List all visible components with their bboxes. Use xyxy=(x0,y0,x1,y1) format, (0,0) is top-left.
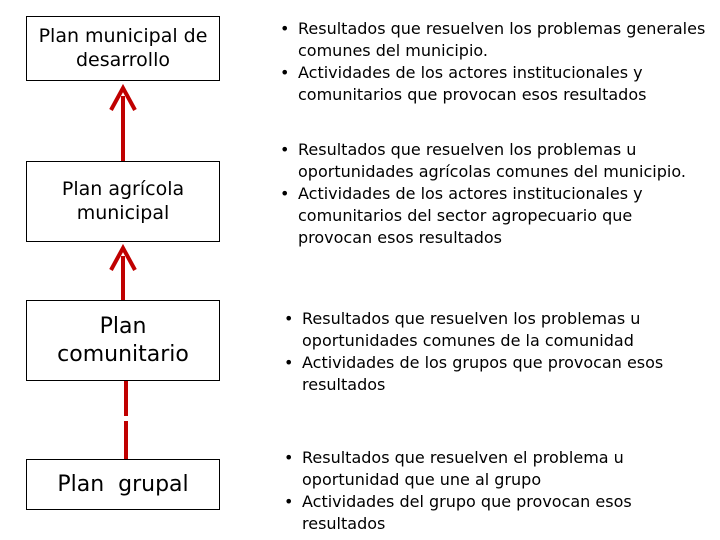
box-label-line: comunitario xyxy=(57,341,189,367)
bullet-item: • Actividades de los grupos que provocan esos resultados xyxy=(282,352,710,396)
box-plan-grupal xyxy=(26,459,220,510)
box-label-line: Plan agrícola xyxy=(61,177,185,200)
box-plan-comunitario xyxy=(26,300,220,381)
box-label-line: municipal xyxy=(76,201,170,224)
box-label-line: Plan xyxy=(99,314,147,339)
box-label-line: Plan grupal xyxy=(57,471,189,497)
bullet-item: • Resultados que resuelven el problema u oportunidad que une al grupo xyxy=(282,447,710,491)
box-label-line: Plan municipal de xyxy=(38,24,208,47)
box-plan-agricola-municipal xyxy=(26,161,220,242)
box-label-line: desarrollo xyxy=(76,48,170,71)
bullet-item: • Resultados que resuelven los problemas generales comunes del municipio. xyxy=(278,18,710,62)
bullet-item: • Actividades del grupo que provocan esos resultados xyxy=(282,491,710,535)
bullet-item: • Actividades de los actores institucionales y comunitarios que provocan esos resultados xyxy=(278,62,710,106)
box-plan-municipal-desarrollo xyxy=(26,16,220,81)
description-agricola-municipal xyxy=(278,139,710,249)
description-grupal xyxy=(282,447,710,535)
description-comunitario xyxy=(282,308,710,396)
bullet-item: • Actividades de los actores institucionales y comunitarios del sector agropecuario que provocan esos resultados xyxy=(278,183,710,249)
arrow-agricola-to-municipal xyxy=(111,88,135,161)
description-municipal-desarrollo xyxy=(278,18,710,106)
arrow-comunitario-to-agricola xyxy=(111,248,135,300)
bullet-item: • Resultados que resuelven los problemas u oportunidades comunes de la comunidad xyxy=(282,308,710,352)
bullet-item: • Resultados que resuelven los problemas u oportunidades agrícolas comunes del municipio. xyxy=(278,139,710,183)
